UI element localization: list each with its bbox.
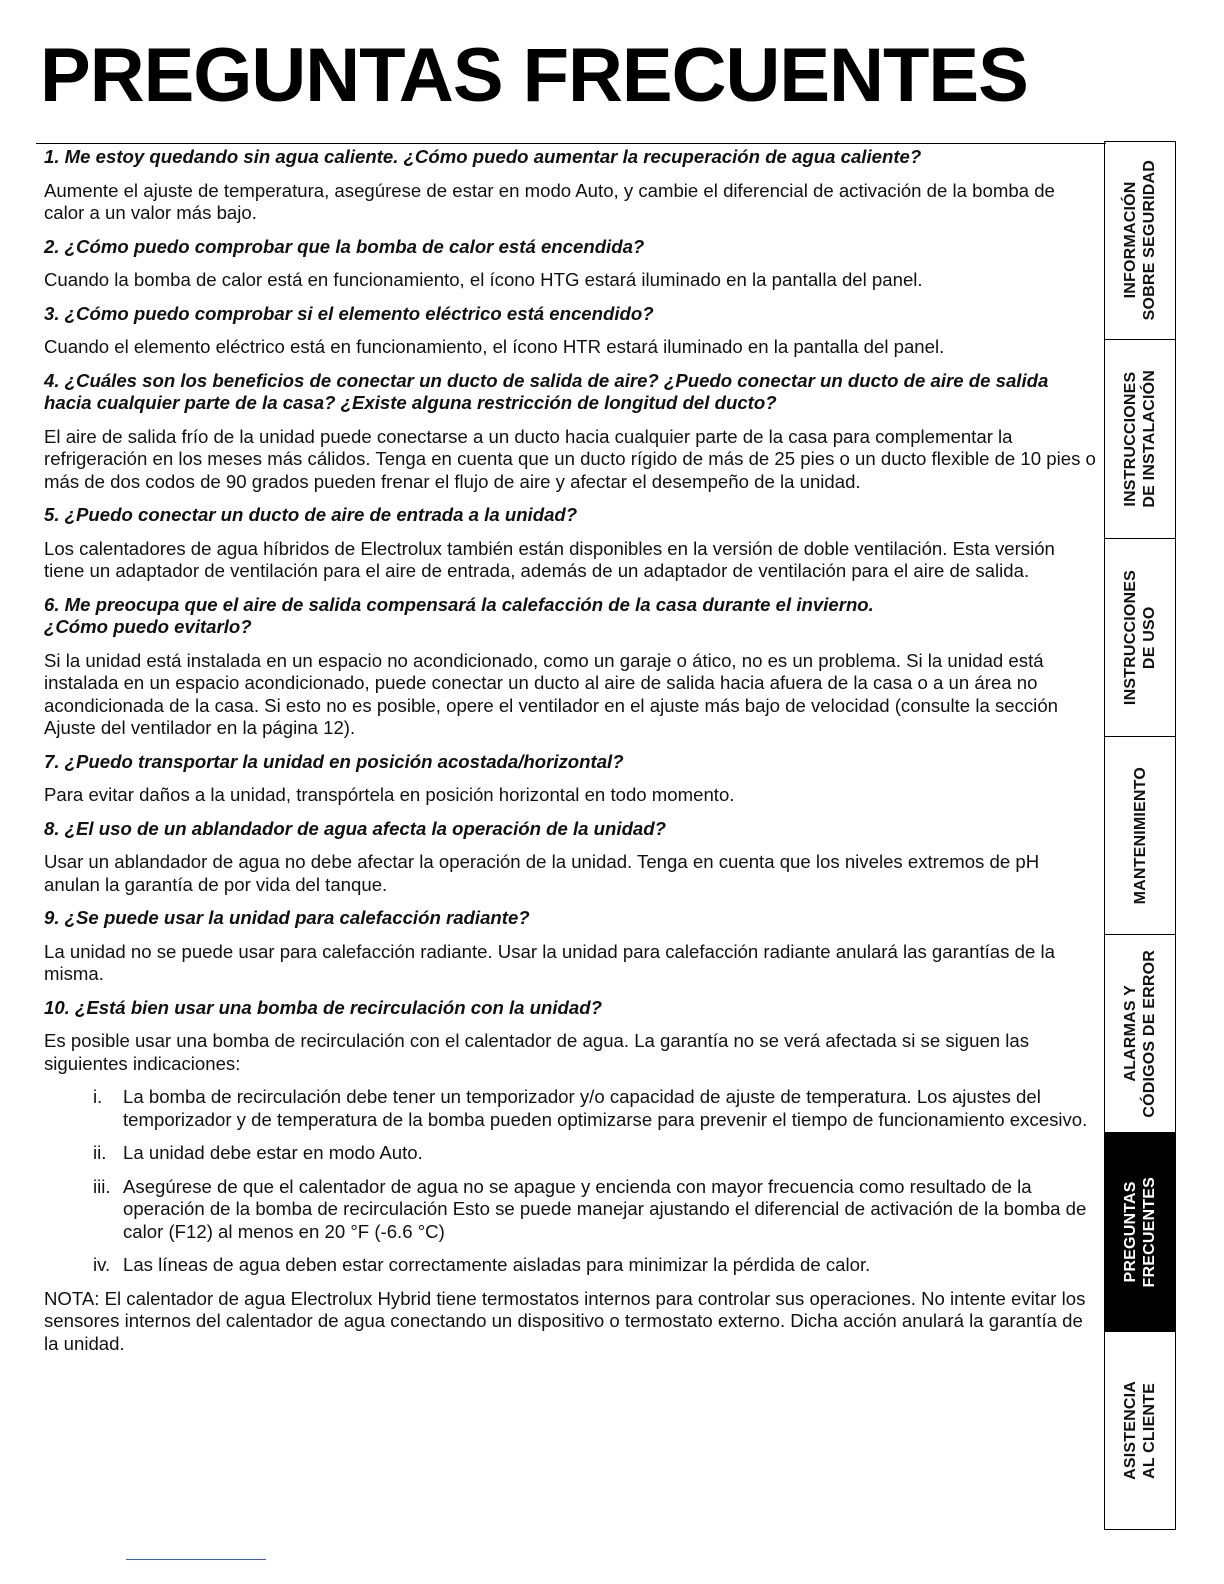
- faq-item: [44, 594, 1100, 740]
- faq-answer: Usar un ablandador de agua no debe afectar la operación de la unidad. Tenga en cuenta que los niveles extremos de pH anulan la garantía de por vida del tanque.: [44, 851, 1040, 895]
- tab-label: ASISTENCIA AL CLIENTE: [1122, 1380, 1158, 1480]
- tab-instrucciones-uso[interactable]: [1105, 539, 1175, 737]
- faq-answer: Si la unidad está instalada en un espacio no acondicionado, como un garaje o ático, no es un problema. Si la unidad está instalada en un espacio acondicionado, puede conectar un ducto al aire de salida hacia afuera de la casa o a un área no acondicionada de la casa. Si esto no es posible, opere el ventilador en el ajuste más bajo de velocidad (consulte la sección Ajuste del ventilador en la página 12).: [44, 649, 1058, 738]
- list-text: Las líneas de agua deben estar correctamente aisladas para minimizar la pérdida de calor.: [123, 1254, 871, 1275]
- faq-question: 8. ¿El uso de un ablandador de agua afecta la operación de la unidad?: [44, 817, 666, 839]
- list-text: La bomba de recirculación debe tener un temporizador y/o capacidad de ajuste de temperatura. Los ajustes del temporizador y de temperatura de la bomba pueden optimizarse para prevenir el tiempo de funcionamiento excesivo.: [123, 1086, 1088, 1130]
- faq-item: [44, 370, 1100, 494]
- tab-label: ALARMAS Y CÓDIGOS DE ERROR: [1122, 949, 1158, 1118]
- faq-content: [44, 146, 1100, 1366]
- list-text: Asegúrese de que el calentador de agua no se apague y encienda con mayor frecuencia como resultado de la operación de la bomba de recirculación Esto se puede manejar ajustando el diferencial de activación de la bomba de calor (F12) al menos en 20 °F (-6.6 °C): [123, 1175, 1087, 1242]
- section-tabs: [1104, 141, 1176, 1530]
- tab-preguntas-frecuentes[interactable]: [1105, 1133, 1175, 1331]
- faq-question: 5. ¿Puedo conectar un ducto de aire de entrada a la unidad?: [44, 504, 578, 525]
- faq-item: [44, 907, 1100, 986]
- footer-divider: [126, 1559, 266, 1560]
- list-item: [44, 1176, 1100, 1244]
- recirculation-list: [44, 1086, 1100, 1277]
- tab-label: INSTRUCCIONES DE USO: [1122, 569, 1158, 705]
- faq-item: [44, 818, 1100, 897]
- faq-question: 7. ¿Puedo transportar la unidad en posición acostada/horizontal?: [44, 750, 624, 772]
- faq-answer: Cuando la bomba de calor está en funcionamiento, el ícono HTG estará iluminado en la pantalla del panel.: [44, 269, 923, 290]
- list-text: La unidad debe estar en modo Auto.: [123, 1142, 423, 1163]
- faq-question: 9. ¿Se puede usar la unidad para calefacción radiante?: [44, 907, 530, 928]
- faq-item: [44, 146, 1100, 225]
- faq-answer: Para evitar daños a la unidad, transpórtela en posición horizontal en todo momento.: [44, 784, 735, 805]
- faq-question: 4. ¿Cuáles son los beneficios de conectar un ducto de salida de aire? ¿Puedo conectar un ducto de aire de salida hacia cualquier parte de la casa? ¿Existe alguna restricción de longitud del ducto?: [44, 369, 1049, 413]
- list-number: iv.: [93, 1254, 111, 1275]
- faq-question: 1. Me estoy quedando sin agua caliente. ¿Cómo puedo aumentar la recuperación de agua caliente?: [44, 146, 922, 167]
- page-title: PREGUNTAS FRECUENTES: [40, 33, 1028, 118]
- tab-label: INFORMACIÓN SOBRE SEGURIDAD: [1122, 160, 1158, 321]
- faq-answer: La unidad no se puede usar para calefacción radiante. Usar la unidad para calefacción radiante anulará las garantías de la misma.: [44, 940, 1055, 984]
- title-divider: [36, 143, 1106, 144]
- faq-question: 10. ¿Está bien usar una bomba de recirculación con la unidad?: [44, 996, 602, 1018]
- tab-asistencia-cliente[interactable]: [1105, 1332, 1175, 1529]
- faq-item: [44, 997, 1100, 1076]
- faq-question: 3. ¿Cómo puedo comprobar si el elemento eléctrico está encendido?: [44, 302, 654, 324]
- tab-label: INSTRUCCIONES DE INSTALACIÓN: [1122, 370, 1158, 508]
- list-number: iii.: [93, 1175, 111, 1197]
- tab-informacion-seguridad[interactable]: [1105, 142, 1175, 340]
- list-item: [44, 1086, 1100, 1131]
- faq-answer: Cuando el elemento eléctrico está en funcionamiento, el ícono HTR estará iluminado en la pantalla del panel.: [44, 336, 945, 357]
- faq-answer: Aumente el ajuste de temperatura, asegúrese de estar en modo Auto, y cambie el diferencial de activación de la bomba de calor a un valor más bajo.: [44, 179, 1055, 223]
- tab-instrucciones-instalacion[interactable]: [1105, 340, 1175, 538]
- note-text: NOTA: El calentador de agua Electrolux Hybrid tiene termostatos internos para controlar sus operaciones. No intente evitar los sensores internos del calentador de agua conectando un dispositivo o termostato externo. Dicha acción anulará la garantía de la unidad.: [44, 1287, 1086, 1354]
- tab-label: MANTENIMIENTO: [1131, 766, 1149, 905]
- tab-mantenimiento[interactable]: [1105, 737, 1175, 935]
- faq-item: [44, 236, 1100, 292]
- list-item: [44, 1254, 1100, 1277]
- list-number: i.: [93, 1086, 103, 1107]
- faq-answer: El aire de salida frío de la unidad puede conectarse a un ducto hacia cualquier parte de la casa para complementar la refrigeración en los meses más cálidos. Tenga en cuenta que un ducto rígido de más de 25 pies o un ducto flexible de 10 pies o más de dos codos de 90 grados pueden frenar el flujo de aire y afectar el desempeño de la unidad.: [44, 425, 1096, 492]
- faq-answer: Los calentadores de agua híbridos de Electrolux también están disponibles en la versión de doble ventilación. Esta versión tiene un adaptador de ventilación para el aire de entrada, además de un adaptador de ventilación para el aire de salida.: [44, 537, 1055, 581]
- list-item: [44, 1142, 1100, 1165]
- faq-answer: Es posible usar una bomba de recirculación con el calentador de agua. La garantía no se verá afectada si se siguen las siguientes indicaciones:: [44, 1030, 1030, 1074]
- tab-alarmas-codigos[interactable]: [1105, 935, 1175, 1133]
- faq-question: 2. ¿Cómo puedo comprobar que la bomba de calor está encendida?: [44, 235, 645, 257]
- faq-item: [44, 504, 1100, 583]
- tab-label: PREGUNTAS FRECUENTES: [1122, 1176, 1158, 1288]
- faq-item: [44, 303, 1100, 359]
- faq-question: 6. Me preocupa que el aire de salida compensará la calefacción de la casa durante el invierno. ¿Cómo puedo evitarlo?: [44, 593, 874, 637]
- list-number: ii.: [93, 1142, 107, 1163]
- faq-item: [44, 751, 1100, 807]
